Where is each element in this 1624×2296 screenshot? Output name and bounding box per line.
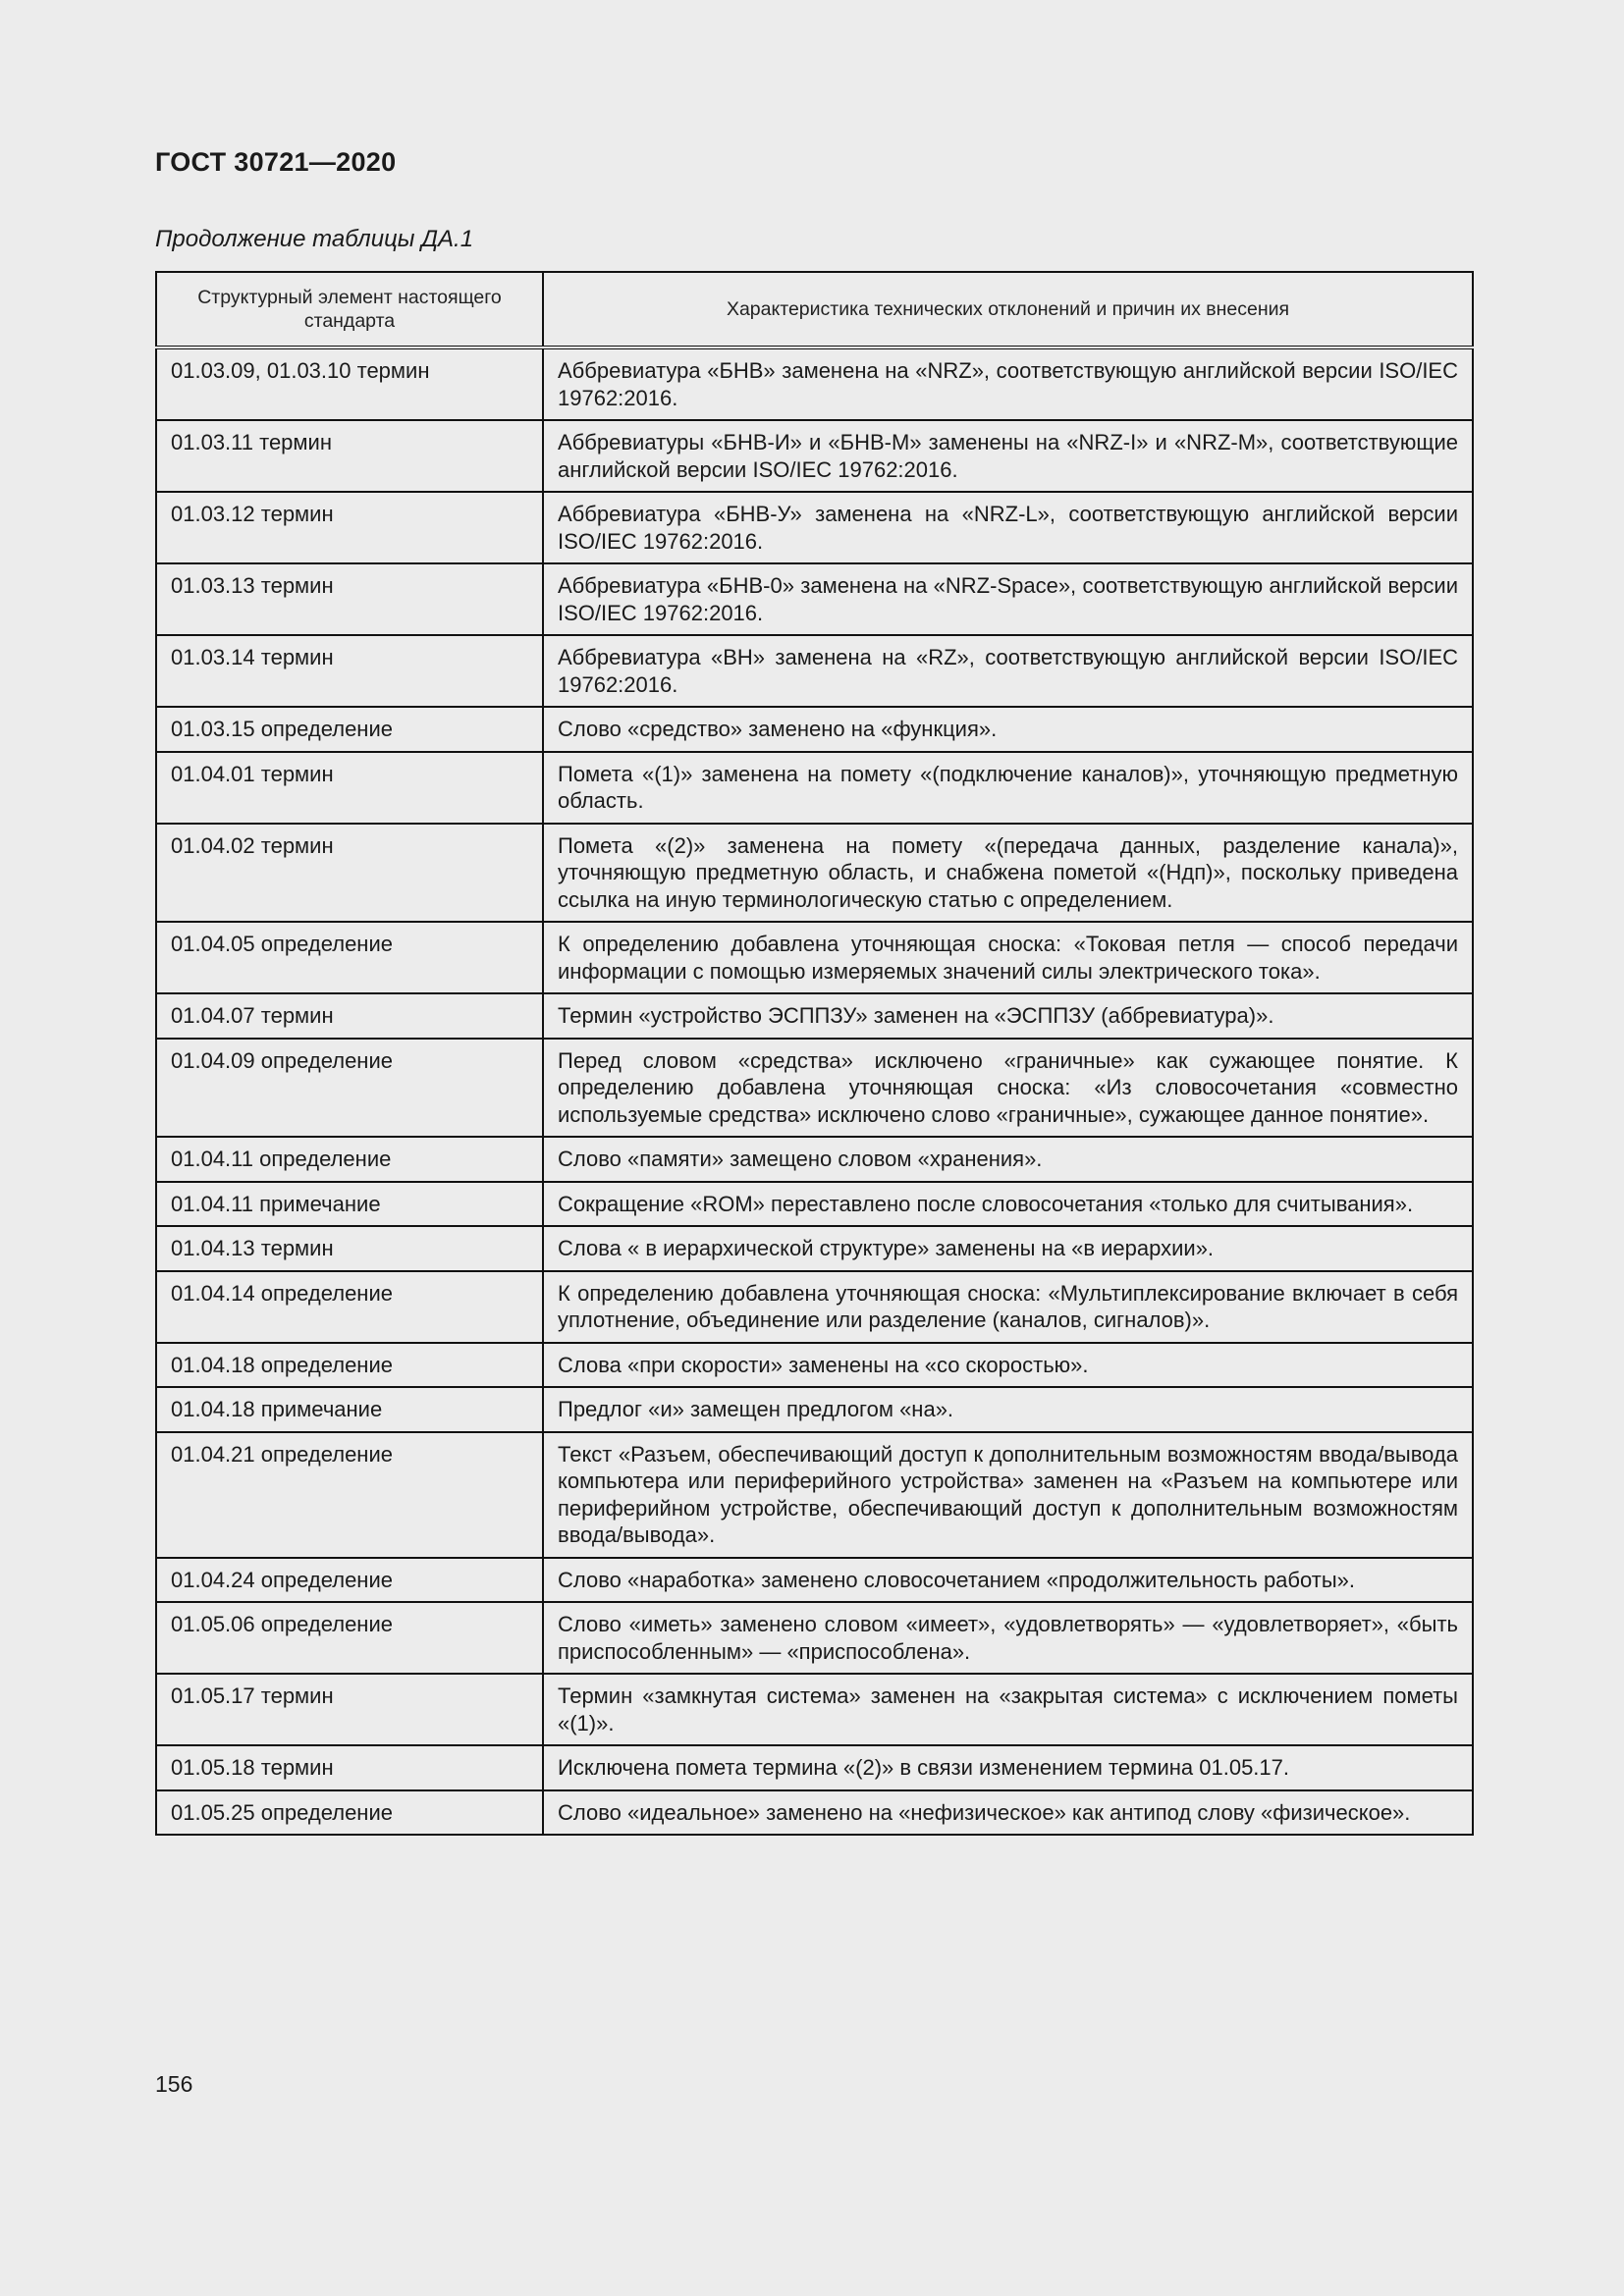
row-structural-element: 01.04.01 термин [156, 752, 543, 824]
row-deviation-description: Слово «средство» заменено на «функция». [543, 707, 1473, 752]
row-deviation-description: Термин «замкнутая система» заменен на «закрытая система» с исключением пометы «(1)». [543, 1674, 1473, 1745]
table-row [156, 993, 1473, 1039]
table-row [156, 1674, 1473, 1745]
row-deviation-description: Слово «наработка» заменено словосочетанием «продолжительность работы». [543, 1558, 1473, 1603]
row-structural-element: 01.04.11 определение [156, 1137, 543, 1182]
table-row [156, 1790, 1473, 1836]
row-structural-element: 01.04.24 определение [156, 1558, 543, 1603]
row-deviation-description: Исключена помета термина «(2)» в связи изменением термина 01.05.17. [543, 1745, 1473, 1790]
row-deviation-description: Предлог «и» замещен предлогом «на». [543, 1387, 1473, 1432]
row-structural-element: 01.04.07 термин [156, 993, 543, 1039]
table-row [156, 1137, 1473, 1182]
table-row [156, 824, 1473, 923]
deviations-table [155, 271, 1474, 1836]
row-structural-element: 01.04.18 примечание [156, 1387, 543, 1432]
row-structural-element: 01.05.25 определение [156, 1790, 543, 1836]
deviations-table-container [155, 271, 1472, 1836]
row-deviation-description: К определению добавлена уточняющая сноска: «Мультиплексирование включает в себя уплотнение, объединение или разделение (каналов, сигналов)». [543, 1271, 1473, 1343]
table-row [156, 1271, 1473, 1343]
row-deviation-description: Слова «при скорости» заменены на «со скоростью». [543, 1343, 1473, 1388]
table-row [156, 563, 1473, 635]
row-structural-element: 01.04.02 термин [156, 824, 543, 923]
table-row [156, 1226, 1473, 1271]
row-structural-element: 01.05.06 определение [156, 1602, 543, 1674]
row-deviation-description: Аббревиатура «ВН» заменена на «RZ», соответствующую английской версии ISO/IEC 19762:2016. [543, 635, 1473, 707]
row-structural-element: 01.04.11 примечание [156, 1182, 543, 1227]
table-row [156, 922, 1473, 993]
table-row [156, 1182, 1473, 1227]
table-row [156, 420, 1473, 492]
row-structural-element: 01.03.14 термин [156, 635, 543, 707]
row-structural-element: 01.03.11 термин [156, 420, 543, 492]
table-row [156, 1432, 1473, 1558]
table-row [156, 1745, 1473, 1790]
row-structural-element: 01.04.09 определение [156, 1039, 543, 1138]
row-structural-element: 01.04.13 термин [156, 1226, 543, 1271]
row-deviation-description: Слово «идеальное» заменено на «нефизическое» как антипод слову «физическое». [543, 1790, 1473, 1836]
row-deviation-description: Аббревиатуры «БНВ-И» и «БНВ-М» заменены на «NRZ-I» и «NRZ-M», соответствующие английской версии ISO/IEC 19762:2016. [543, 420, 1473, 492]
row-deviation-description: Сокращение «ROM» переставлено после словосочетания «только для считывания». [543, 1182, 1473, 1227]
table-caption: Продолжение таблицы ДА.1 [155, 226, 474, 252]
row-deviation-description: Помета «(2)» заменена на помету «(передача данных, разделение канала)», уточняющую предметную область, и снабжена пометой «(Ндп)», поскольку приведена ссылка на иную терминологическую статью с определением. [543, 824, 1473, 923]
row-deviation-description: Слово «памяти» замещено словом «хранения». [543, 1137, 1473, 1182]
row-deviation-description: Текст «Разъем, обеспечивающий доступ к дополнительным возможностям ввода/вывода компьютера или периферийного устройства» заменен на «Разъем на компьютере или периферийном устройстве, обеспечивающий доступ к дополнительным возможностям ввода/вывода». [543, 1432, 1473, 1558]
row-deviation-description: Аббревиатура «БНВ-У» заменена на «NRZ-L», соответствующую английской версии ISO/IEC 19762:2016. [543, 492, 1473, 563]
row-deviation-description: Аббревиатура «БНВ-0» заменена на «NRZ-Space», соответствующую английской версии ISO/IEC 19762:2016. [543, 563, 1473, 635]
row-structural-element: 01.03.09, 01.03.10 термин [156, 347, 543, 420]
table-header-row [156, 272, 1473, 347]
row-structural-element: 01.03.15 определение [156, 707, 543, 752]
row-structural-element: 01.03.13 термин [156, 563, 543, 635]
column-header-element: Структурный элемент настоящего стандарта [156, 272, 543, 347]
table-row [156, 492, 1473, 563]
row-structural-element: 01.04.05 определение [156, 922, 543, 993]
row-structural-element: 01.05.18 термин [156, 1745, 543, 1790]
table-row [156, 1602, 1473, 1674]
row-deviation-description: Аббревиатура «БНВ» заменена на «NRZ», соответствующую английской версии ISO/IEC 19762:2016. [543, 347, 1473, 420]
page-number: 156 [155, 2071, 193, 2097]
row-structural-element: 01.03.12 термин [156, 492, 543, 563]
table-header [156, 272, 1473, 347]
table-row [156, 752, 1473, 824]
document-standard-title: ГОСТ 30721—2020 [155, 147, 397, 177]
table-row [156, 707, 1473, 752]
row-structural-element: 01.04.14 определение [156, 1271, 543, 1343]
table-row [156, 347, 1473, 420]
column-header-description: Характеристика технических отклонений и причин их внесения [543, 272, 1473, 347]
table-body [156, 347, 1473, 1835]
table-row [156, 1387, 1473, 1432]
table-row [156, 1558, 1473, 1603]
row-deviation-description: Помета «(1)» заменена на помету «(подключение каналов)», уточняющую предметную область. [543, 752, 1473, 824]
row-deviation-description: Термин «устройство ЭСППЗУ» заменен на «ЭСППЗУ (аббревиатура)». [543, 993, 1473, 1039]
table-row [156, 1039, 1473, 1138]
row-structural-element: 01.04.18 определение [156, 1343, 543, 1388]
row-structural-element: 01.04.21 определение [156, 1432, 543, 1558]
row-deviation-description: К определению добавлена уточняющая сноска: «Токовая петля — способ передачи информации с помощью измеряемых значений силы электрического тока». [543, 922, 1473, 993]
row-deviation-description: Перед словом «средства» исключено «граничные» как сужающее понятие. К определению добавлена уточняющая сноска: «Из словосочетания «совместно используемые средства» исключено слово «граничные», сужающее данное понятие». [543, 1039, 1473, 1138]
table-row [156, 635, 1473, 707]
row-deviation-description: Слова « в иерархической структуре» заменены на «в иерархии». [543, 1226, 1473, 1271]
row-deviation-description: Слово «иметь» заменено словом «имеет», «удовлетворять» — «удовлетворяет», «быть приспособленным» — «приспособлена». [543, 1602, 1473, 1674]
table-row [156, 1343, 1473, 1388]
row-structural-element: 01.05.17 термин [156, 1674, 543, 1745]
